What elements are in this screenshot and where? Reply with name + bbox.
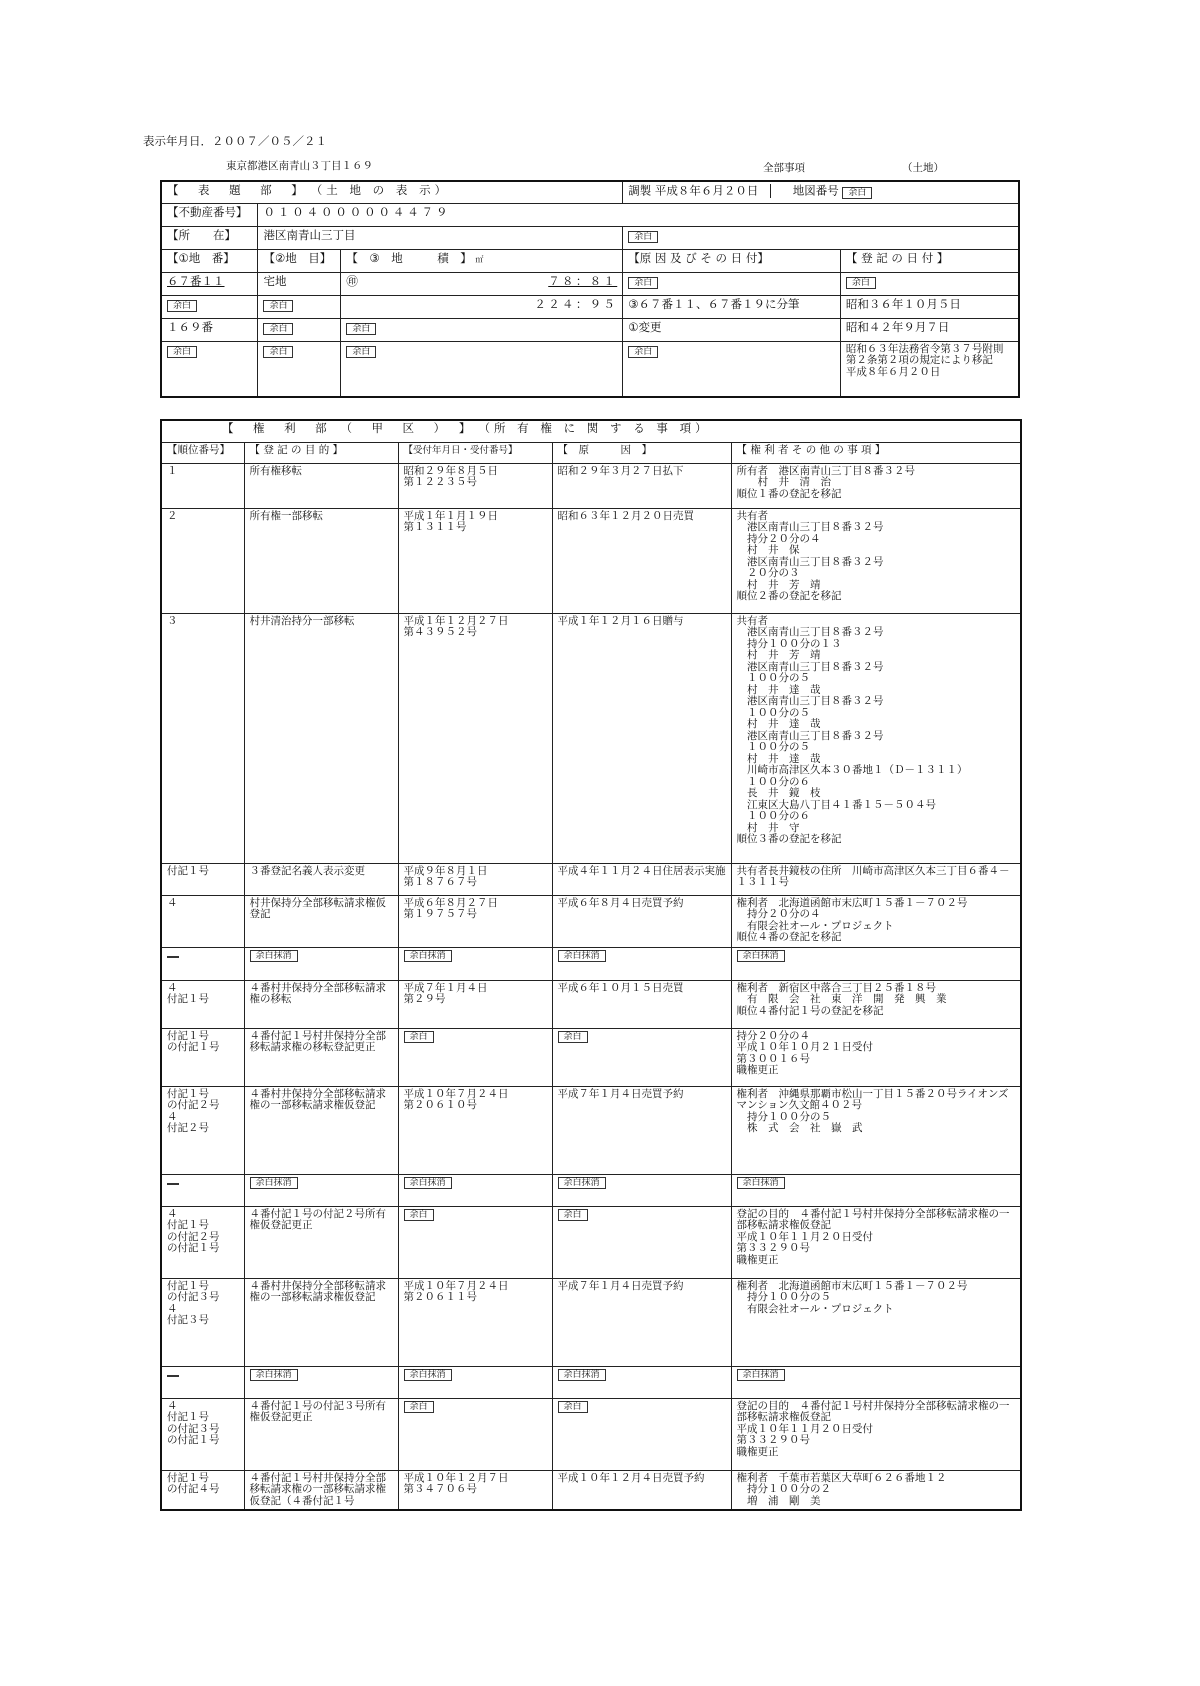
map-number-label: 地図番号 (792, 183, 839, 198)
rank-cell (161, 1174, 244, 1206)
survey-date: 平成８年６月２０日 (654, 183, 759, 198)
col-receipt: 【受付年月日・受付番号】 (398, 442, 552, 463)
purpose-cell: 余白抹消 (244, 1366, 398, 1398)
title-section-table (160, 180, 1020, 398)
title-section-header: 【 表 題 部 】 （土 地 の 表 示） (161, 181, 623, 203)
col-cause: 【 原 因 】 (552, 442, 731, 463)
cause-cell: 余白抹消 (552, 1366, 731, 1398)
realestate-number: ０１０４０００００４４７９ (258, 203, 1019, 226)
purpose-cell: ４番村井保持分全部移転請求権の一部移転請求権仮登記 (244, 1278, 398, 1366)
rights-row (161, 1086, 1021, 1174)
rights-row (161, 1278, 1021, 1366)
rank-cell: ４ 付記１号 (161, 980, 244, 1028)
purpose-cell: ４番付記１号の付記２号所有権仮登記更正 (244, 1206, 398, 1278)
rights-row (161, 1398, 1021, 1470)
purpose-cell: ３番登記名義人表示変更 (244, 863, 398, 895)
holder-cell: 登記の目的 ４番付記１号村井保持分全部移転請求権の一部移転請求権仮登記 平成１０年１１月２０日受付 第３３２９０号 職権更正 (731, 1206, 1021, 1278)
cause-cell: 余白 (552, 1398, 731, 1470)
cause-cell: 余白抹消 (552, 947, 731, 980)
rights-row (161, 508, 1021, 613)
rights-row (161, 1174, 1021, 1206)
rights-row (161, 1028, 1021, 1086)
title-row: １６９番 余白 余白 ①変更 昭和４２年９月７日 (161, 318, 1019, 341)
property-address: 東京都港区南青山３丁目１６９ (226, 160, 373, 172)
all-matters-label: 全部事項 (763, 162, 805, 174)
rights-row (161, 895, 1021, 947)
cause-cell: 平成１年１２月１６日贈与 (552, 613, 731, 863)
holder-cell: 権利者 新宿区中落合三丁目２５番１８号 有 限 会 社 東 洋 開 発 興 業 順位４番付記１号の登記を移記 (731, 980, 1021, 1028)
holder-cell: 余白抹消 (731, 1366, 1021, 1398)
col-rank: 【順位番号】 (161, 442, 244, 463)
rank-cell: 付記１号 の付記３号 ４ 付記３号 (161, 1278, 244, 1366)
holder-cell: 権利者 沖縄県那覇市松山一丁目１５番２０号ライオンズマンション久文館４０２号 持分１００分の５ 株 式 会 社 嶽 武 (731, 1086, 1021, 1174)
receipt-cell: 平成６年８月２７日 第１９７５７号 (398, 895, 552, 947)
holder-cell: 余白抹消 (731, 1174, 1021, 1206)
realestate-label: 【不動産番号】 (161, 203, 258, 226)
display-date: 表示年月日．２００７／０５／２１ (143, 134, 327, 148)
receipt-cell: 平成７年１月４日 第２９号 (398, 980, 552, 1028)
purpose-cell: 村井清治持分一部移転 (244, 613, 398, 863)
holder-cell: 権利者 北海道函館市末広町１５番１－７０２号 持分１００分の５ 有限会社オール・プロジェクト (731, 1278, 1021, 1366)
receipt-cell: 平成１０年７月２４日 第２０６１１号 (398, 1278, 552, 1366)
rank-cell: ４ (161, 895, 244, 947)
location-label: 【所 在】 (161, 226, 258, 249)
receipt-cell: 余白 (398, 1398, 552, 1470)
cause-cell: 余白抹消 (552, 1174, 731, 1206)
receipt-cell: 昭和２９年８月５日 第１２２３５号 (398, 463, 552, 508)
title-row: 余白 余白 ２２４：９５ ③６７番１１、６７番１９に分筆 昭和３６年１０月５日 (161, 295, 1019, 318)
holder-cell: 権利者 千葉市若葉区大草町６２６番地１２ 持分１００分の２ 増 浦 剛 美 (731, 1470, 1021, 1510)
title-row: 余白 余白 余白 余白 昭和６３年法務省令第３７号附則第２条第２項の規定により移記 平成８年６月２０日 (161, 341, 1019, 397)
col-purpose: 【 登 記 の 目 的 】 (244, 442, 398, 463)
cause-cell: 余白 (552, 1206, 731, 1278)
rank-cell: ４ 付記１号 の付記２号 の付記１号 (161, 1206, 244, 1278)
survey-cell (623, 181, 1019, 203)
cause-cell: 平成７年１月４日売買予約 (552, 1086, 731, 1174)
receipt-cell: 余白抹消 (398, 947, 552, 980)
rank-cell: １ (161, 463, 244, 508)
col-cause: 【原 因 及 び そ の 日 付】 (623, 249, 841, 272)
purpose-cell: ４番付記１号の付記３号所有権仮登記更正 (244, 1398, 398, 1470)
col-lot: 【①地 番】 (161, 249, 258, 272)
holder-cell: 所有者 港区南青山三丁目８番３２号 村 井 清 治 順位１番の登記を移記 (731, 463, 1021, 508)
rank-cell: ３ (161, 613, 244, 863)
rights-row (161, 863, 1021, 895)
holder-cell: 権利者 北海道函館市末広町１５番１－７０２号 持分２０分の４ 有限会社オール・プロジェクト 順位４番の登記を移記 (731, 895, 1021, 947)
cause-cell: 平成６年１０月１５日売買 (552, 980, 731, 1028)
col-category: 【②地 目】 (258, 249, 341, 272)
purpose-cell: ４番村井保持分全部移転請求権の一部移転請求権仮登記 (244, 1086, 398, 1174)
col-holder: 【 権 利 者 そ の 他 の 事 項 】 (731, 442, 1021, 463)
rank-cell: ４ 付記１号 の付記３号 の付記１号 (161, 1398, 244, 1470)
rank-cell (161, 947, 244, 980)
holder-cell: 登記の目的 ４番付記１号村井保持分全部移転請求権の一部移転請求権仮登記 平成１０年１１月２０日受付 第３３２９０号 職権更正 (731, 1398, 1021, 1470)
location-blank: 余白 (628, 231, 658, 243)
receipt-cell: 余白 (398, 1206, 552, 1278)
cause-cell: 昭和６３年１２月２０日売買 (552, 508, 731, 613)
location-value: 港区南青山三丁目 (258, 226, 623, 249)
holder-cell: 余白抹消 (731, 947, 1021, 980)
purpose-cell: 余白抹消 (244, 1174, 398, 1206)
cause-cell: 平成７年１月４日売買予約 (552, 1278, 731, 1366)
rank-cell: 付記１号 の付記４号 (161, 1470, 244, 1510)
receipt-cell: 余白 (398, 1028, 552, 1086)
purpose-cell: ４番付記１号村井保持分全部移転請求権の移転登記更正 (244, 1028, 398, 1086)
purpose-cell: ４番村井保持分全部移転請求権の移転 (244, 980, 398, 1028)
receipt-cell: 平成９年８月１日 第１８７６７号 (398, 863, 552, 895)
rights-row (161, 947, 1021, 980)
rank-cell: 付記１号 の付記２号 ４ 付記２号 (161, 1086, 244, 1174)
receipt-cell: 平成１０年１２月７日 第３４７０６号 (398, 1470, 552, 1510)
holder-cell: 共有者 港区南青山三丁目８番３２号 持分２０分の４ 村 井 保 港区南青山三丁目８番３２号 ２０分の３ 村 井 芳 靖 順位２番の登記を移記 (731, 508, 1021, 613)
purpose-cell: 村井保持分全部移転請求権仮登記 (244, 895, 398, 947)
map-number-value: 余白 (842, 187, 872, 199)
rights-row (161, 1470, 1021, 1510)
rank-cell: 付記１号 (161, 863, 244, 895)
receipt-cell: 平成１０年７月２４日 第２０６１０号 (398, 1086, 552, 1174)
col-regdate: 【 登 記 の 日 付 】 (840, 249, 1019, 272)
title-row: ６７番１１ 宅地 ㊞ ７８：８１ 余白 余白 (161, 272, 1019, 295)
rights-row (161, 463, 1021, 508)
receipt-cell: 平成１年１２月２７日 第４３９５２号 (398, 613, 552, 863)
receipt-cell: 平成１年１月１９日 第１３１１号 (398, 508, 552, 613)
rank-cell (161, 1366, 244, 1398)
rights-section-header: 【 権 利 部 （ 甲 区 ） 】 （所 有 権 に 関 す る 事 項） (161, 420, 1021, 442)
rights-row (161, 613, 1021, 863)
holder-cell: 持分２０分の４ 平成１０年１０月２１日受付 第３００１６号 職権更正 (731, 1028, 1021, 1086)
receipt-cell: 余白抹消 (398, 1174, 552, 1206)
col-area: 【 ③ 地 積 】 ㎡ (341, 249, 623, 272)
rights-row (161, 1366, 1021, 1398)
survey-label: 調製 (628, 183, 652, 198)
cause-cell: 平成４年１１月２４日住居表示実施 (552, 863, 731, 895)
purpose-cell: 所有権一部移転 (244, 508, 398, 613)
holder-cell: 共有者 港区南青山三丁目８番３２号 持分１００分の１３ 村 井 芳 靖 港区南青山三丁目８番３２号 １００分の５ 村 井 達 哉 港区南青山三丁目８番３２号 １００分の５ 村 井 達 哉 港区南青山三丁目８番３２号 １００分の５ 村 井 達 哉 川崎市高津区久本３０番地１（Ｄ－１３１１） １００分の６ 長 井 鏡 枝 江東区大島八丁目４１番１５－５０４号 １００分の６ 村 井 守 順位３番の登記を移記 (731, 613, 1021, 863)
receipt-cell: 余白抹消 (398, 1366, 552, 1398)
land-type-label: （土地） (902, 162, 944, 174)
rank-cell: ２ (161, 508, 244, 613)
cause-cell: 平成６年８月４日売買予約 (552, 895, 731, 947)
cause-cell: 余白 (552, 1028, 731, 1086)
holder-cell: 共有者長井鏡枝の住所 川崎市高津区久本三丁目６番４－１３１１号 (731, 863, 1021, 895)
cause-cell: 昭和２９年３月２７日払下 (552, 463, 731, 508)
col-area-unit: ㎡ (475, 254, 484, 264)
rights-section-table (160, 419, 1022, 1511)
rights-row (161, 980, 1021, 1028)
purpose-cell: 余白抹消 (244, 947, 398, 980)
purpose-cell: ４番付記１号村井保持分全部移転請求権の一部移転請求権仮登記（４番付記１号 (244, 1470, 398, 1510)
cause-cell: 平成１０年１２月４日売買予約 (552, 1470, 731, 1510)
rank-cell: 付記１号 の付記１号 (161, 1028, 244, 1086)
rights-row (161, 1206, 1021, 1278)
purpose-cell: 所有権移転 (244, 463, 398, 508)
